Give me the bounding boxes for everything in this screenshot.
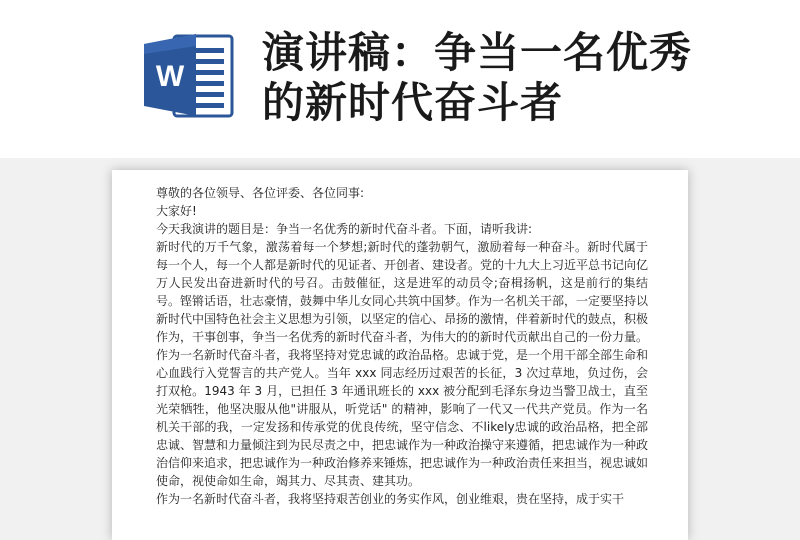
svg-text:W: W	[155, 60, 185, 93]
word-document-icon	[140, 26, 238, 124]
paragraph-salutation: 尊敬的各位领导、各位评委、各位同事:	[156, 186, 365, 200]
document-page	[112, 170, 688, 526]
document-title: 演讲稿：争当一名优秀的新时代奋斗者	[262, 28, 693, 127]
paragraph-greeting: 大家好!	[156, 204, 197, 218]
paragraph-body: 新时代的万千气象，激荡着每一个梦想;新时代的蓬勃朝气，激励着每一种奋斗。新时代属于每一个人，每一个人都是新时代的见证者、开创者、建设者。党的十九大上习近平总书记向亿万人民发出奋进新时代的号召。击鼓催征，这是进军的动员令;奋楫扬帆，这是前行的集结号。铿锵话语，壮志豪情，鼓舞中华儿女同心共筑中国梦。作为一名机关干部，一定要坚持以新时代中国特色社会主义思想为引领，以坚定的信心、昂扬的激情，伴着新时代的鼓点，积极作为，干事创事，争当一名优秀的新时代奋斗者，为伟大的的新时代贡献出自己的一份力量。	[156, 240, 649, 344]
header-banner	[0, 0, 800, 158]
paragraph-body: 作为一名新时代奋斗者，我将坚持对党忠诚的政治品格。忠诚于党，是一个用干部全部生命和心血践行入党誓言的共产党人。当年 xxx 同志经历过艰苦的长征，3 次过草地，负过伤，会打双枪。1943 年 3 月，已担任 3 年通讯班长的 xxx 被分配到毛泽东身边当警卫战士，直至光荣牺牲，他坚决服从他"讲服从，听党话" 的精神，影响了一代又一代共产党员。作为一名机关干部的我，一定发扬和传承党的优良传统，坚守信念、不likely忠诚的政治品格，把全部忠诚、智慧和力量倾注到为民尽责之中，把忠诚作为一种政治操守来遵循，把忠诚作为一种政治信仰来追求，把忠诚作为一种政治修养来锤炼，把忠诚作为一种政治责任来担当，视忠诚如使命，视使命如生命，竭其力、尽其责、建其功。	[156, 348, 649, 488]
document-body	[156, 184, 648, 508]
paragraph-body: 作为一名新时代奋斗者，我将坚持艰苦创业的务实作风，创业维艰，贵在坚持，成于实干	[156, 492, 625, 506]
paragraph-intro: 今天我演讲的题目是：争当一名优秀的新时代奋斗者。下面，请听我讲:	[156, 222, 533, 236]
